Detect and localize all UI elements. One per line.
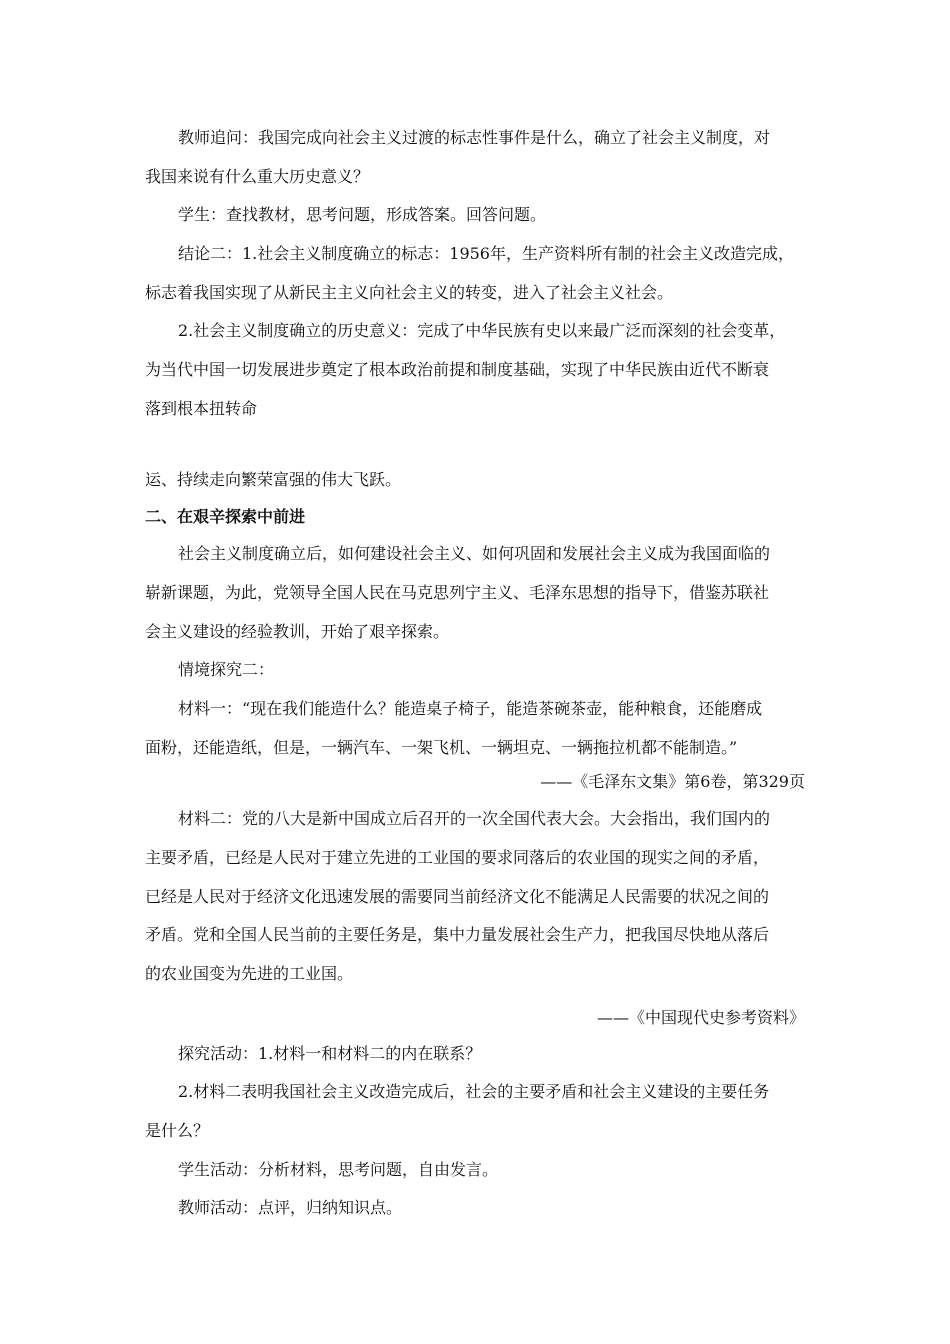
paragraph-line: 的农业国变为先进的工业国。 [145,964,354,983]
paragraph-line: 教师追问：我国完成向社会主义过渡的标志性事件是什么，确立了社会主义制度，对 [178,128,771,147]
paragraph-line: 落到根本扭转命 [145,399,258,418]
paragraph-line: 我国来说有什么重大历史意义？ [145,167,370,186]
paragraph-line: 学生活动：分析材料，思考问题，自由发言。 [178,1160,499,1179]
paragraph-line: 材料二：党的八大是新中国成立后召开的一次全国代表大会。大会指出，我们国内的 [178,809,771,828]
quote-line: 面粉，还能造纸，但是，一辆汽车、一架飞机、一辆坦克、一辆拖拉机都不能制造。” [145,738,738,757]
paragraph-line: 为当代中国一切发展进步奠定了根本政治前提和制度基础，实现了中华民族由近代不断衰 [145,360,770,379]
paragraph-line: 标志着我国实现了从新民主主义向社会主义的转变，进入了社会主义社会。 [145,283,674,302]
paragraph-line: 崭新课题，为此，党领导全国人民在马克思列宁主义、毛泽东思想的指导下，借鉴苏联社 [145,583,770,602]
paragraph-line: 是什么？ [145,1121,210,1140]
paragraph-line: 情境探究二： [178,660,275,679]
section-heading: 二、在艰辛探索中前进 [145,507,306,526]
paragraph-line: 已经是人民对于经济文化迅速发展的需要同当前经济文化不能满足人民需要的状况之间的 [145,887,770,906]
paragraph-line: 学生：查找教材，思考问题，形成答案。回答问题。 [178,205,547,224]
citation: ——《中国现代史参考资料》 [596,1008,805,1027]
paragraph-line: 矛盾。党和全国人民当前的主要任务是，集中力量发展社会生产力，把我国尽快地从落后 [145,925,770,944]
paragraph-line: 会主义建设的经验教训，开始了艰辛探索。 [145,622,450,641]
citation: ——《毛泽东文集》第6卷，第329页 [540,772,805,791]
paragraph-line: 教师活动：点评，归纳知识点。 [178,1198,403,1217]
paragraph-line: 主要矛盾，已经是人民对于建立先进的工业国的要求同落后的农业国的现实之间的矛盾， [145,848,770,867]
paragraph-line: 社会主义制度确立后，如何建设社会主义、如何巩固和发展社会主义成为我国面临的 [178,544,771,563]
paragraph-line: 运、持续走向繁荣富强的伟大飞跃。 [145,470,402,489]
paragraph-line: 探究活动：1.材料一和材料二的内在联系？ [178,1044,482,1063]
paragraph-line: 2.社会主义制度确立的历史意义：完成了中华民族有史以来最广泛而深刻的社会变革， [178,321,786,340]
paragraph-line: 2.材料二表明我国社会主义改造完成后，社会的主要矛盾和社会主义建设的主要任务 [178,1082,770,1101]
paragraph-line: 结论二：1.社会主义制度确立的标志：1956年，生产资料所有制的社会主义改造完成， [178,244,794,263]
quote-line: 材料一：“现在我们能造什么？能造桌子椅子，能造茶碗茶壶，能种粮食，还能磨成 [178,699,763,718]
